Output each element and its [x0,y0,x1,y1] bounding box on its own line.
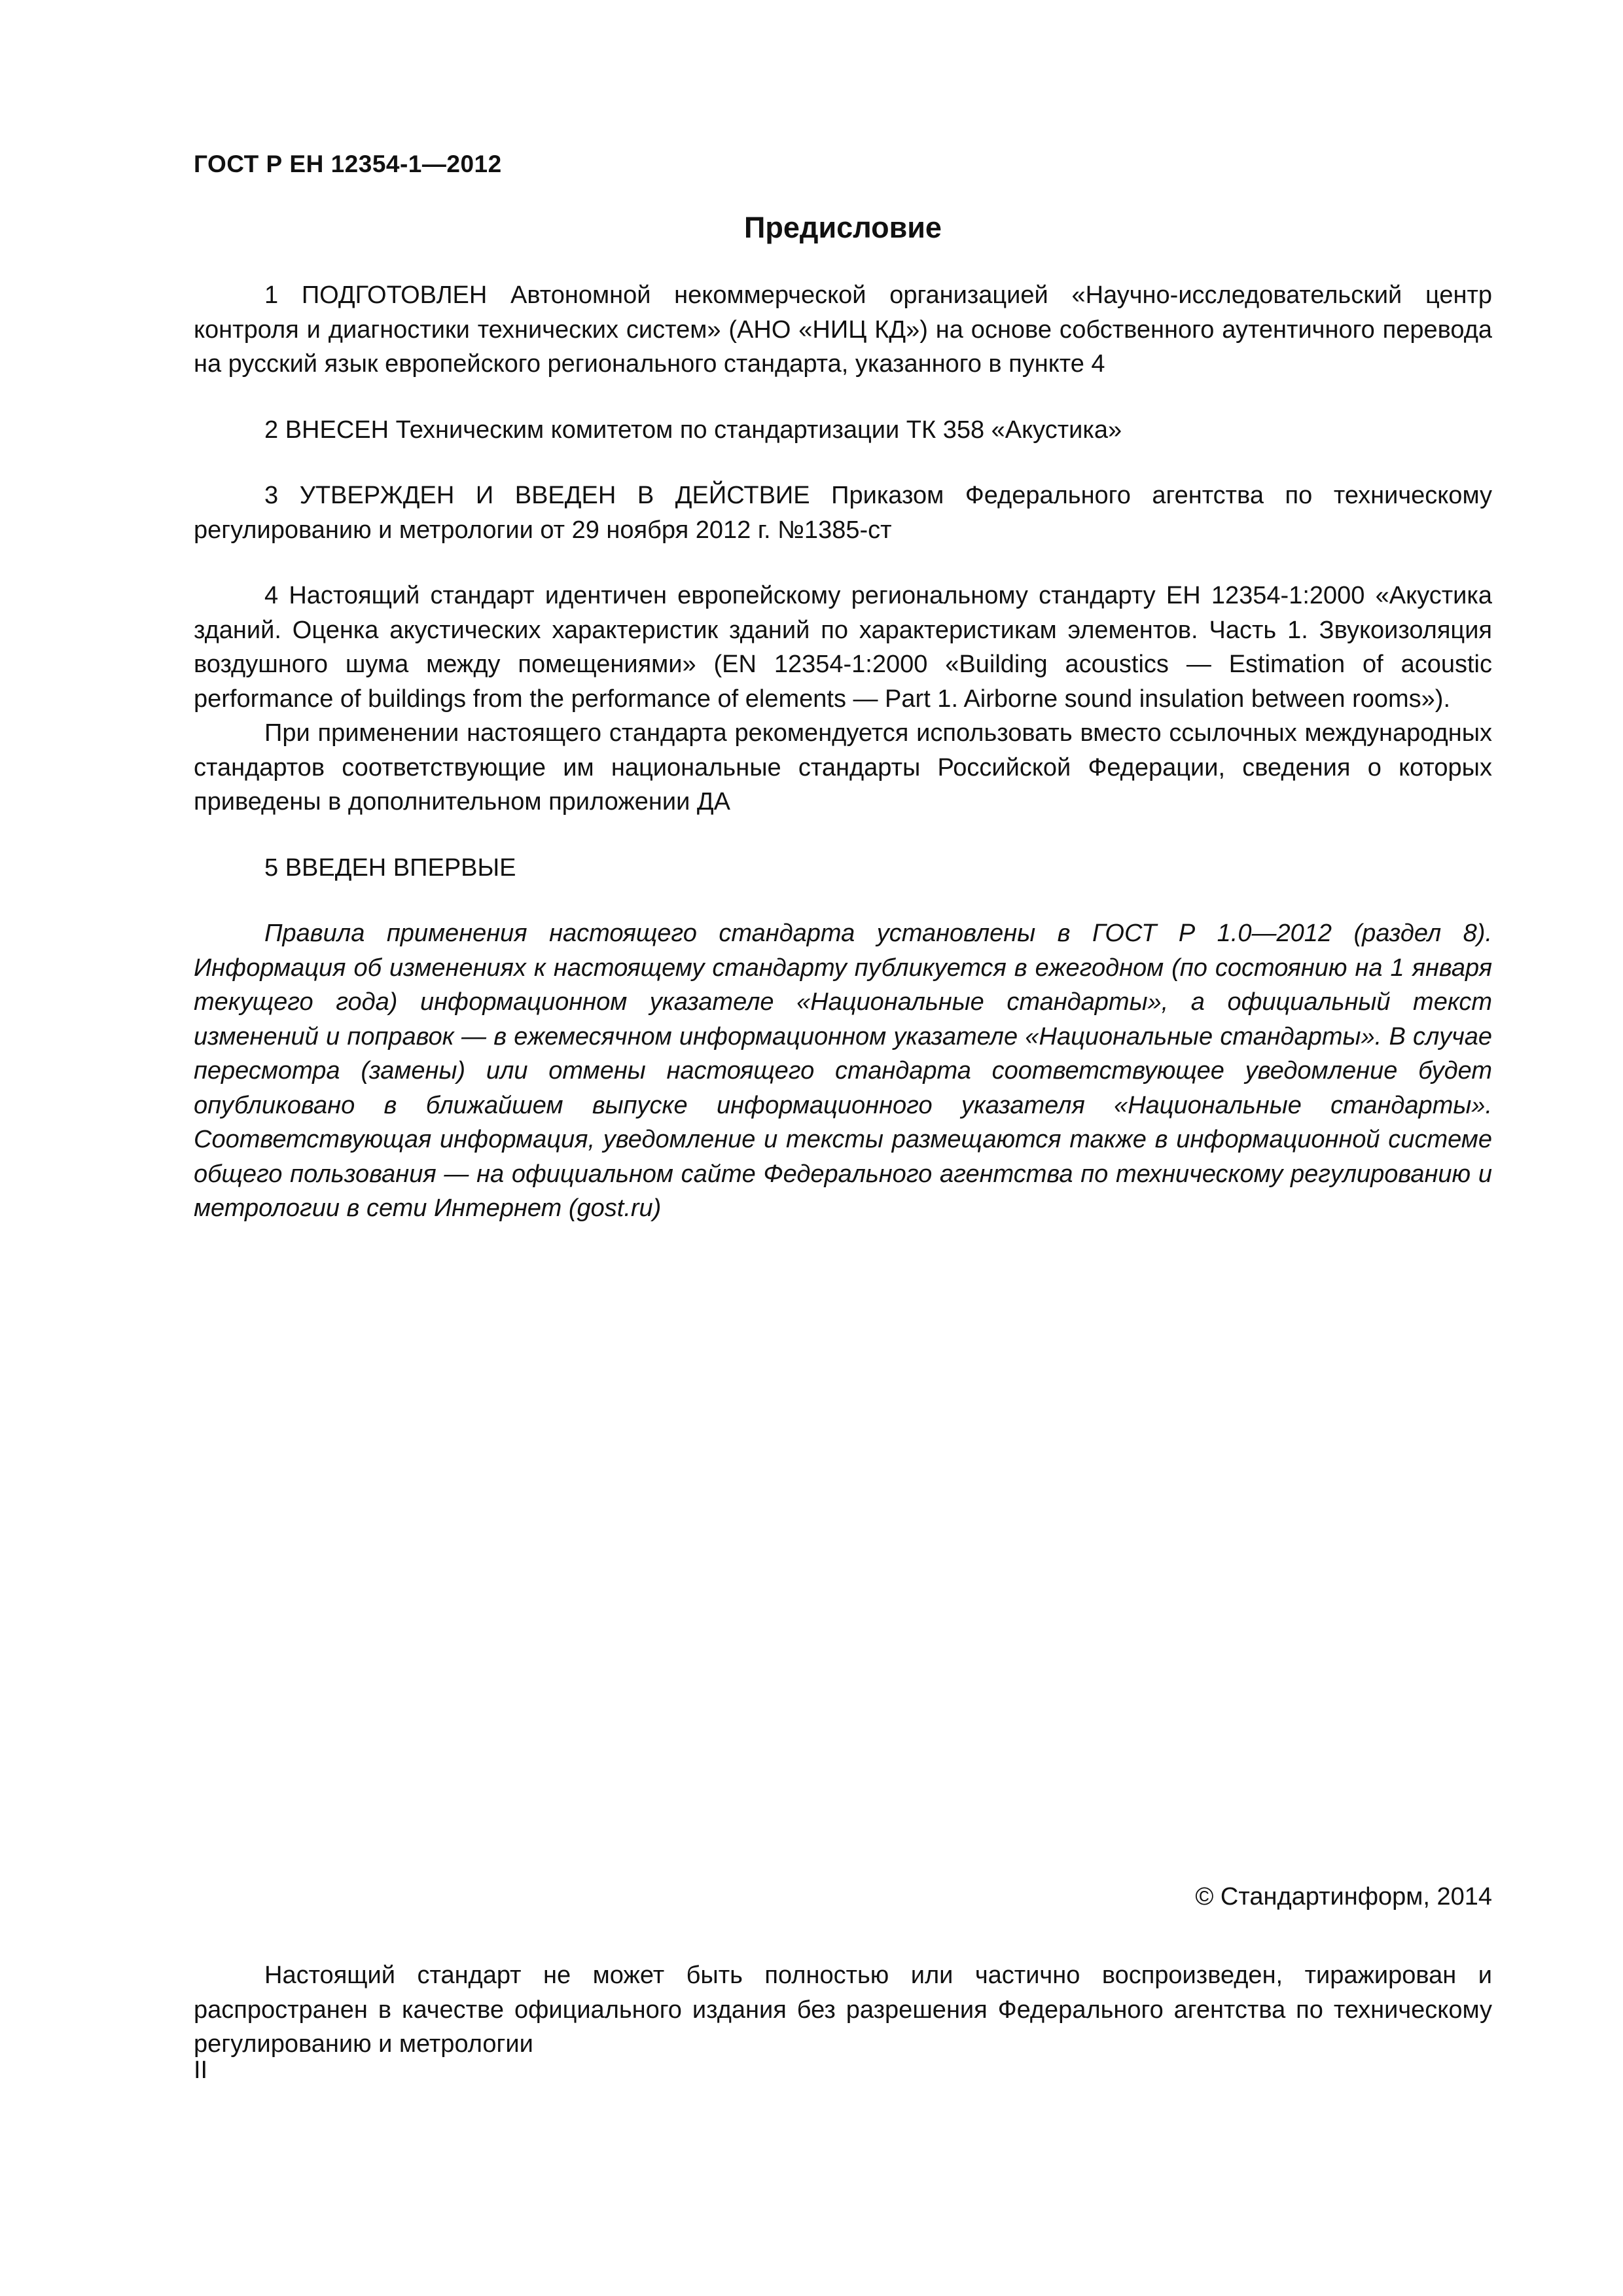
reproduction-notice: Настоящий стандарт не может быть полностью или частично воспроизведен, тиражирован и распространен в качестве официального издания без разрешения Федерального агентства по техническому регулированию и метрологии [194,1962,1492,2058]
page-title: Предисловие [744,211,942,244]
preface-item-2: 2 ВНЕСЕН Техническим комитетом по стандартизации ТК 358 «Акустика» [264,416,1122,444]
preface-item-5: 5 ВВЕДЕН ВПЕРВЫЕ [264,853,516,882]
preface-item-4: 4 Настоящий стандарт идентичен европейскому региональному стандарту ЕН 12354-1:2000 «Акустика зданий. Оценка акустических характеристик зданий по характеристикам элементов. Часть 1. Звукоизоляция воздушного шума между помещениями» (EN 12354-1:2000 «Building acoustics — Estimation of acoustic performance of buildings from the performance of elements — Part 1. Airborne sound insulation between rooms»). [194,582,1492,713]
page-number: II [194,2056,208,2084]
standard-code-header: ГОСТ Р ЕН 12354-1—2012 [194,151,502,177]
rules-notice: Правила применения настоящего стандарта установлены в ГОСТ Р 1.0—2012 (раздел 8). Информация об изменениях к настоящему стандарту публикуется в ежегодном (по состоянию на 1 января текущего года) информационном указателе «Национальные стандарты», а официальный текст изменений и поправок — в ежемесячном информационном указателе «Национальные стандарты». В случае пересмотра (замены) или отмены настоящего стандарта соответствующее уведомление будет опубликовано в ближайшем выпуске информационного указателя «Национальные стандарты». Соответствующая информация, уведомление и тексты размещаются также в информационной системе общего пользования — на официальном сайте Федерального агентства по техническому регулированию и метрологии в сети Интернет (gost.ru) [194,920,1492,1222]
copyright-line: © Стандартинформ, 2014 [1195,1883,1492,1910]
preface-item-4-note: При применении настоящего стандарта рекомендуется использовать вместо ссылочных международных стандартов соответствующие им национальные стандарты Российской Федерации, сведения о которых приведены в дополнительном приложении ДА [194,719,1492,816]
preface-item-3: 3 УТВЕРЖДЕН И ВВЕДЕН В ДЕЙСТВИЕ Приказом Федерального агентства по техническому регулированию и метрологии от 29 ноября 2012 г. №1385-ст [194,482,1492,544]
preface-body [194,278,1492,1226]
preface-item-1: 1 ПОДГОТОВЛЕН Автономной некоммерческой организацией «Научно-исследовательский центр контроля и диагностики технических систем» (АНО «НИЦ КД») на основе собственного аутентичного перевода на русский язык европейского регионального стандарта, указанного в пункте 4 [194,281,1492,378]
